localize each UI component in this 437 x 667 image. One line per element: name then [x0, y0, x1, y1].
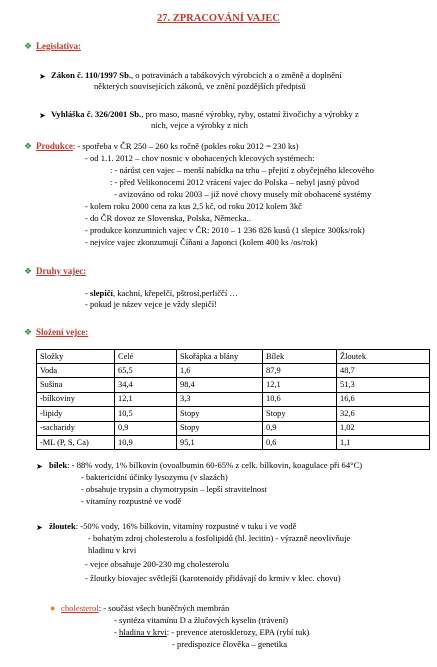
law-line-1b: některých souvisejících zákonů, ve znění pozdějších předpisů: [94, 81, 306, 91]
table-cell: 0,6: [263, 435, 337, 449]
arrow-bullet-icon: ➤: [39, 111, 46, 120]
table-cell: Stopy: [263, 407, 337, 421]
table-cell: 48,7: [337, 364, 430, 378]
law-line-2b: nich, vejce a výrobky z nich: [151, 120, 248, 130]
table-cell: Stopy: [177, 421, 263, 435]
table-header-cell: Žloutek: [337, 350, 430, 364]
druhy-line-2: - pokud je název vejce je vždy slepičí!: [85, 299, 217, 309]
table-cell: 32,6: [337, 407, 430, 421]
table-cell: Sušina: [37, 378, 115, 392]
cholesterol-label: cholesterol: [61, 603, 99, 613]
table-cell: 87,9: [263, 364, 337, 378]
law-name-2: Vyhláška č. 326/2001 Sb.: [51, 109, 142, 119]
section-heading-produkce: Produkce: [36, 141, 73, 151]
produkce-line-4: : - před Velikonocemi 2012 vrácení vajec do Polska – nebyl jasný původ: [110, 177, 360, 187]
arrow-bullet-icon: ➤: [36, 523, 43, 532]
table-cell: 1,6: [177, 364, 263, 378]
zloutek-line-4: - vejce obsahuje 200-230 mg cholesterolu: [85, 559, 229, 569]
diamond-bullet-icon: ❖: [24, 266, 33, 276]
table-cell: 51,3: [337, 378, 430, 392]
law-line-2: [51, 109, 359, 120]
table-header-cell: Skořápka a blány: [177, 350, 263, 364]
table-row: [37, 407, 430, 421]
section-heading-legislativa: Legislativa:: [36, 41, 81, 51]
law-text-2: , pro maso, masné výrobky, ryby, ostatní živočichy a výrobky z: [141, 109, 359, 119]
druhy-line-1: - slepičí, kachní, křepelčí, pštrosí,perliččí …: [85, 288, 238, 298]
table-cell: -lipidy: [37, 407, 115, 421]
section-heading-druhy: Druhy vajec:: [36, 266, 87, 276]
zloutek-line-2: - bohatým zdroj cholesterolu a fosfolipidů (hl. lecitin) - výrazně neovlivňuje: [88, 533, 351, 543]
law-text-1: , o potravinách a tabákových výrobcích a o změně a doplnění: [131, 70, 342, 80]
law-line-1: [51, 70, 342, 81]
cholesterol-line-2: - syntéza vitamínu D a žlučových kyselin (trávení): [114, 615, 288, 625]
druhy-bold: slepičí: [90, 288, 113, 298]
hladina-v-krvi-label: hladina v krvi: [119, 627, 167, 637]
zloutek-line-1: žloutek: -50% vody, 16% bílkovin, vitamíny rozpustné v tuku i ve vodě: [49, 521, 297, 531]
arrow-bullet-icon: ➤: [39, 72, 46, 81]
table-cell: 0,9: [263, 421, 337, 435]
cholesterol-line-3: - hladina v krvi: - prevence aterosklerozy, EPA (rybí tuk): [114, 627, 310, 637]
produkce-line-7: - do ČR dovoz ze Slovenska, Polska, Německa..: [85, 213, 251, 223]
table-cell: 10,9: [115, 435, 177, 449]
table-cell: Voda: [37, 364, 115, 378]
table-row: [37, 392, 430, 406]
bilek-label: bílek: [49, 460, 68, 470]
table-cell: 1,02: [337, 421, 430, 435]
table-row: [37, 378, 430, 392]
cholesterol-line-1: cholesterol: - součást všech buněčných membrán: [61, 603, 230, 613]
table-header-cell: Celé: [115, 350, 177, 364]
composition-table: [36, 349, 430, 450]
table-cell: Stopy: [177, 407, 263, 421]
table-cell: 0,9: [115, 421, 177, 435]
produkce-line-8: - produkce konzumních vajec v ČR: 2010 – 1 236 826 kusů (1 slepice 300ks/rok): [85, 225, 365, 235]
bilek-line-3: - obsahuje trypsin a chymotrypsin – lepší stravitelnost: [81, 484, 267, 494]
table-row: [37, 421, 430, 435]
bilek-line-2: - baktericidní účinky lysozymu (v slazách): [81, 472, 228, 482]
produkce-line-2: - od 1.1. 2012 – chov nosnic v obohacených klecových systémech:: [85, 153, 315, 163]
zloutek-label: žloutek: [49, 521, 76, 531]
page-title: 27. ZPRACOVÁNÍ VAJEC: [156, 13, 280, 24]
table-header-cell: Bílek: [263, 350, 337, 364]
table-cell: 16,6: [337, 392, 430, 406]
table-cell: 65,5: [115, 364, 177, 378]
table-cell: 34,4: [115, 378, 177, 392]
table-cell: -ML (P, S, Ca): [37, 435, 115, 449]
produkce-line-6: - kolem roku 2000 cena za kus 2,5 kč, od roku 2012 kolem 3kč: [85, 201, 302, 211]
table-header-row: [37, 350, 430, 364]
bilek-line-1: bílek: - 88% vody, 1% bílkovin (ovoalbumin 60-65% z celk. bílkovin, koagulace při 64°C): [49, 460, 363, 470]
bilek-line-4: - vitamíny rozpustné ve vodě: [81, 496, 182, 506]
cholesterol-line-4: - predispozice člověka – genetika: [172, 639, 288, 649]
section-heading-slozeni: Složení vejce:: [36, 327, 89, 337]
diamond-bullet-icon: ❖: [24, 327, 33, 337]
table-cell: 10,6: [263, 392, 337, 406]
table-cell: 12,1: [263, 378, 337, 392]
arrow-bullet-icon: ➤: [36, 462, 43, 471]
zloutek-line-3: hladinu v krvi: [88, 545, 137, 555]
table-cell: -sacharidy: [37, 421, 115, 435]
table-cell: 95,1: [177, 435, 263, 449]
table-cell: 98,4: [177, 378, 263, 392]
diamond-bullet-icon: ❖: [24, 141, 33, 151]
dot-bullet-icon: ●: [50, 603, 56, 613]
table-cell: -bílkoviny: [37, 392, 115, 406]
table-cell: 10,5: [115, 407, 177, 421]
table-cell: 3,3: [177, 392, 263, 406]
table-row: [37, 364, 430, 378]
table-header-cell: Složky: [37, 350, 115, 364]
table-row: [37, 435, 430, 449]
table-cell: 12,1: [115, 392, 177, 406]
produkce-line-9: - nejvíce vajec zkonzumují Číňani a Japonci (kolem 400 ks /os/rok): [85, 237, 318, 247]
table-cell: 1,1: [337, 435, 430, 449]
zloutek-line-5: - žloutky biovajec světlejší (karotenoidy přidávají do krmiv v klec. chovu): [85, 573, 341, 583]
diamond-bullet-icon: ❖: [24, 41, 33, 51]
produkce-line-5: - avizováno od roku 2003 – již nové chovy musely mít obohacené systémy: [114, 189, 372, 199]
law-name-1: Zákon č. 110/1997 Sb.: [51, 70, 131, 80]
produkce-line-1: Produkce: - spotřeba v ČR 250 – 260 ks ročně (pokles roku 2012 = 230 ks): [36, 141, 299, 151]
produkce-line-3: : - nárůst cen vajec – menší nabídka na trhu – přejití z obyčejného klecového: [110, 165, 374, 175]
